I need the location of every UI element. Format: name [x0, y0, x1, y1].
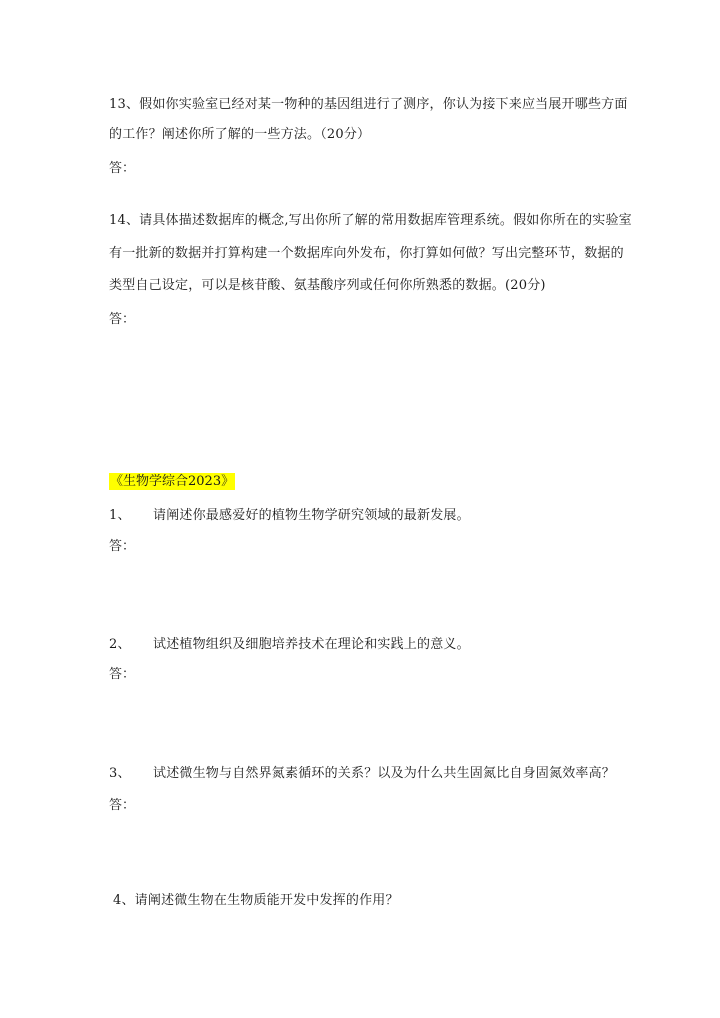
q13-line-1: 13、假如你实验室已经对某一物种的基因组进行了测序，你认为接下来应当展开哪些方面: [109, 97, 628, 112]
question-3-answer-label: 答：: [109, 798, 136, 813]
q14-line-1: 14、请具体描述数据库的概念,写出你所了解的常用数据库管理系统。假如你所在的实验室: [109, 213, 632, 228]
question-1-number: 1、: [109, 508, 131, 523]
q14-answer-label: 答：: [109, 312, 136, 327]
q13-answer-label: 答：: [109, 161, 136, 176]
question-4-number: 4、: [113, 893, 135, 908]
question-3-text: 试述微生物与自然界氮素循环的关系？以及为什么共生固氮比自身固氮效率高？: [153, 766, 616, 781]
q14-line-3: 类型自己设定，可以是核苷酸、氨基酸序列或任何你所熟悉的数据。(20分): [109, 278, 546, 293]
q13-line-2: 的工作？阐述你所了解的一些方法。（20分）: [109, 127, 371, 142]
question-2: [109, 636, 470, 654]
question-1-answer-label: 答：: [109, 539, 136, 554]
question-2-number: 2、: [109, 637, 131, 652]
question-1: [109, 507, 470, 525]
question-2-answer-label: 答：: [109, 667, 136, 682]
question-3: [109, 765, 615, 783]
section-title-highlighted: 《生物学综合2023》: [110, 474, 235, 489]
question-4: [113, 892, 399, 910]
q14-line-2: 有一批新的数据并打算构建一个数据库向外发布，你打算如何做？写出完整环节，数据的: [109, 246, 624, 261]
question-3-number: 3、: [109, 766, 131, 781]
question-2-text: 试述植物组织及细胞培养技术在理论和实践上的意义。: [153, 637, 470, 652]
question-1-text: 请阐述你最感爱好的植物生物学研究领域的最新发展。: [153, 508, 470, 523]
question-4-text: 请阐述微生物在生物质能开发中发挥的作用？: [134, 893, 399, 908]
